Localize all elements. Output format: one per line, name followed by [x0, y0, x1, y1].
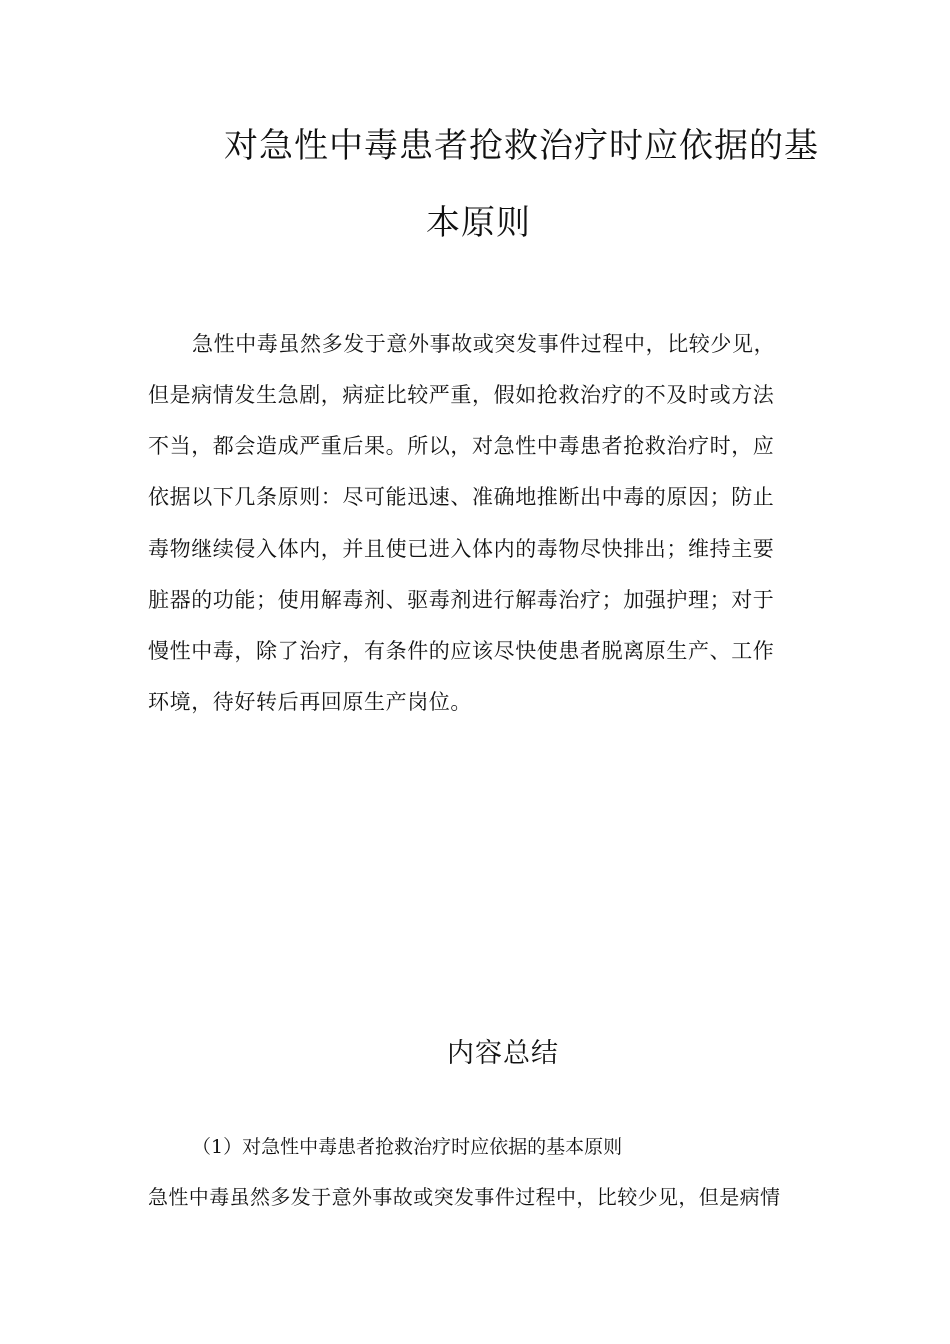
body-paragraph-line: 脏器的功能；使用解毒剂、驱毒剂进行解毒治疗；加强护理；对于: [148, 588, 775, 612]
summary-item: （1）对急性中毒患者抢救治疗时应依据的基本原则: [192, 1136, 623, 1158]
body-paragraph-line: 依据以下几条原则：尽可能迅速、准确地推断出中毒的原因；防止: [148, 485, 775, 509]
body-paragraph-line: 毒物继续侵入体内，并且使已进入体内的毒物尽快排出；维持主要: [148, 537, 775, 561]
body-paragraph-line: 但是病情发生急剧，病症比较严重，假如抢救治疗的不及时或方法: [148, 383, 775, 407]
body-paragraph-line: 慢性中毒，除了治疗，有条件的应该尽快使患者脱离原生产、工作: [148, 639, 775, 663]
summary-body-text: 急性中毒虽然多发于意外事故或突发事件过程中，比较少见，但是病情: [148, 1185, 781, 1209]
body-paragraph-line: 急性中毒虽然多发于意外事故或突发事件过程中，比较少见，: [192, 332, 776, 356]
document-title-line-2: 本原则: [426, 203, 531, 243]
body-paragraph-line: 不当，都会造成严重后果。所以，对急性中毒患者抢救治疗时，应: [148, 434, 775, 458]
document-title-line-1: 对急性中毒患者抢救治疗时应依据的基: [224, 126, 819, 166]
body-paragraph-line: 环境，待好转后再回原生产岗位。: [148, 690, 472, 714]
summary-heading: 内容总结: [447, 1038, 559, 1069]
